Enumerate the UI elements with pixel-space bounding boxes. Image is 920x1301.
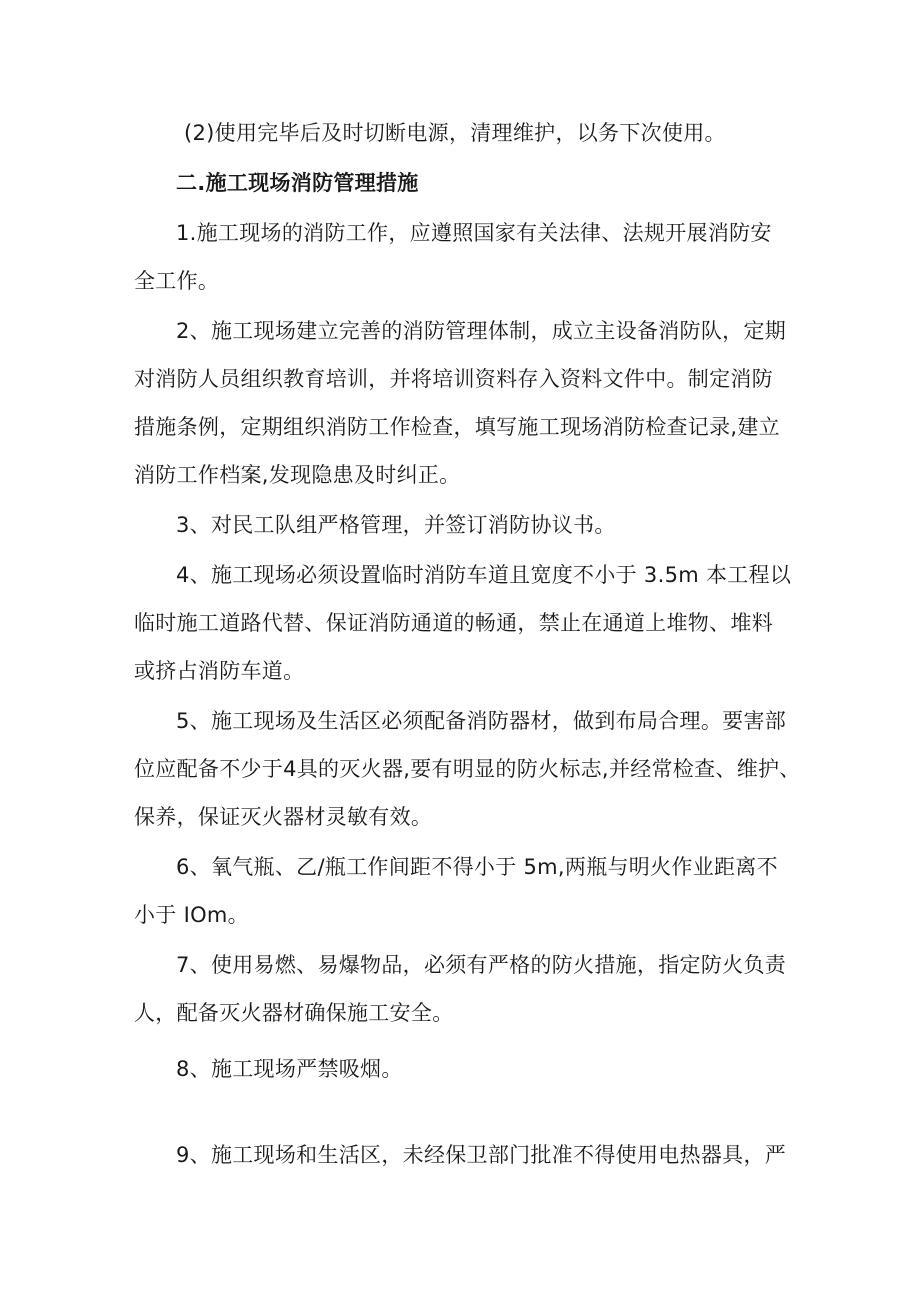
item-9-line-1: 9、施工现场和生活区，未经保卫部门批准不得使用电热器具，严	[176, 1143, 787, 1167]
intro-line: (2)使用完毕后及时切断电源，清理维护，以务下次使用。	[184, 121, 726, 145]
item-1-line-2: 全工作。	[134, 269, 220, 293]
item-2-line-2: 对消防人员组织教育培训，并将培训资料存入资料文件中。制定消防	[134, 367, 773, 391]
item-7-line-1: 7、使用易燃、易爆物品，必须有严格的防火措施，指定防火负责	[176, 953, 787, 977]
section-heading: 二.施工现场消防管理措施	[176, 171, 419, 195]
item-1-line-1: 1.施工现场的消防工作，应遵照国家有关法律、法规开展消防安	[176, 221, 772, 245]
item-2-line-1: 2、施工现场建立完善的消防管理体制，成立主设备消防队，定期	[176, 319, 787, 343]
item-4-line-3: 或挤占消防车道。	[134, 659, 305, 683]
item-6-line-1: 6、氧气瓶、乙/瓶工作间距不得小于 5m,两瓶与明火作业距离不	[176, 855, 778, 879]
item-5-line-3: 保养，保证灭火器材灵敏有效。	[134, 805, 433, 829]
item-5-line-1: 5、施工现场及生活区必须配备消防器材，做到布局合理。要害部	[176, 709, 787, 733]
item-2-line-3: 措施条例，定期组织消防工作检查，填写施工现场消防检查记录,建立	[134, 415, 780, 439]
item-2-line-4: 消防工作档案,发现隐患及时纠正。	[134, 463, 461, 487]
item-8-line-1: 8、施工现场严禁吸烟。	[176, 1057, 403, 1081]
item-7-line-2: 人，配备灭火器材确保施工安全。	[134, 1001, 454, 1025]
item-5-line-2: 位应配备不少于4具的灭火器,要有明显的防火标志,并经常检查、维护、	[134, 757, 801, 781]
item-4-line-1: 4、施工现场必须设置临时消防车道且宽度不小于 3.5m 本工程以	[176, 563, 792, 587]
item-4-line-2: 临时施工道路代替、保证消防通道的畅通，禁止在通道上堆物、堆料	[134, 611, 773, 635]
item-6-line-2: 小于 IOm。	[134, 903, 249, 927]
item-3-line-1: 3、对民工队组严格管理，并签订消防协议书。	[176, 513, 616, 537]
